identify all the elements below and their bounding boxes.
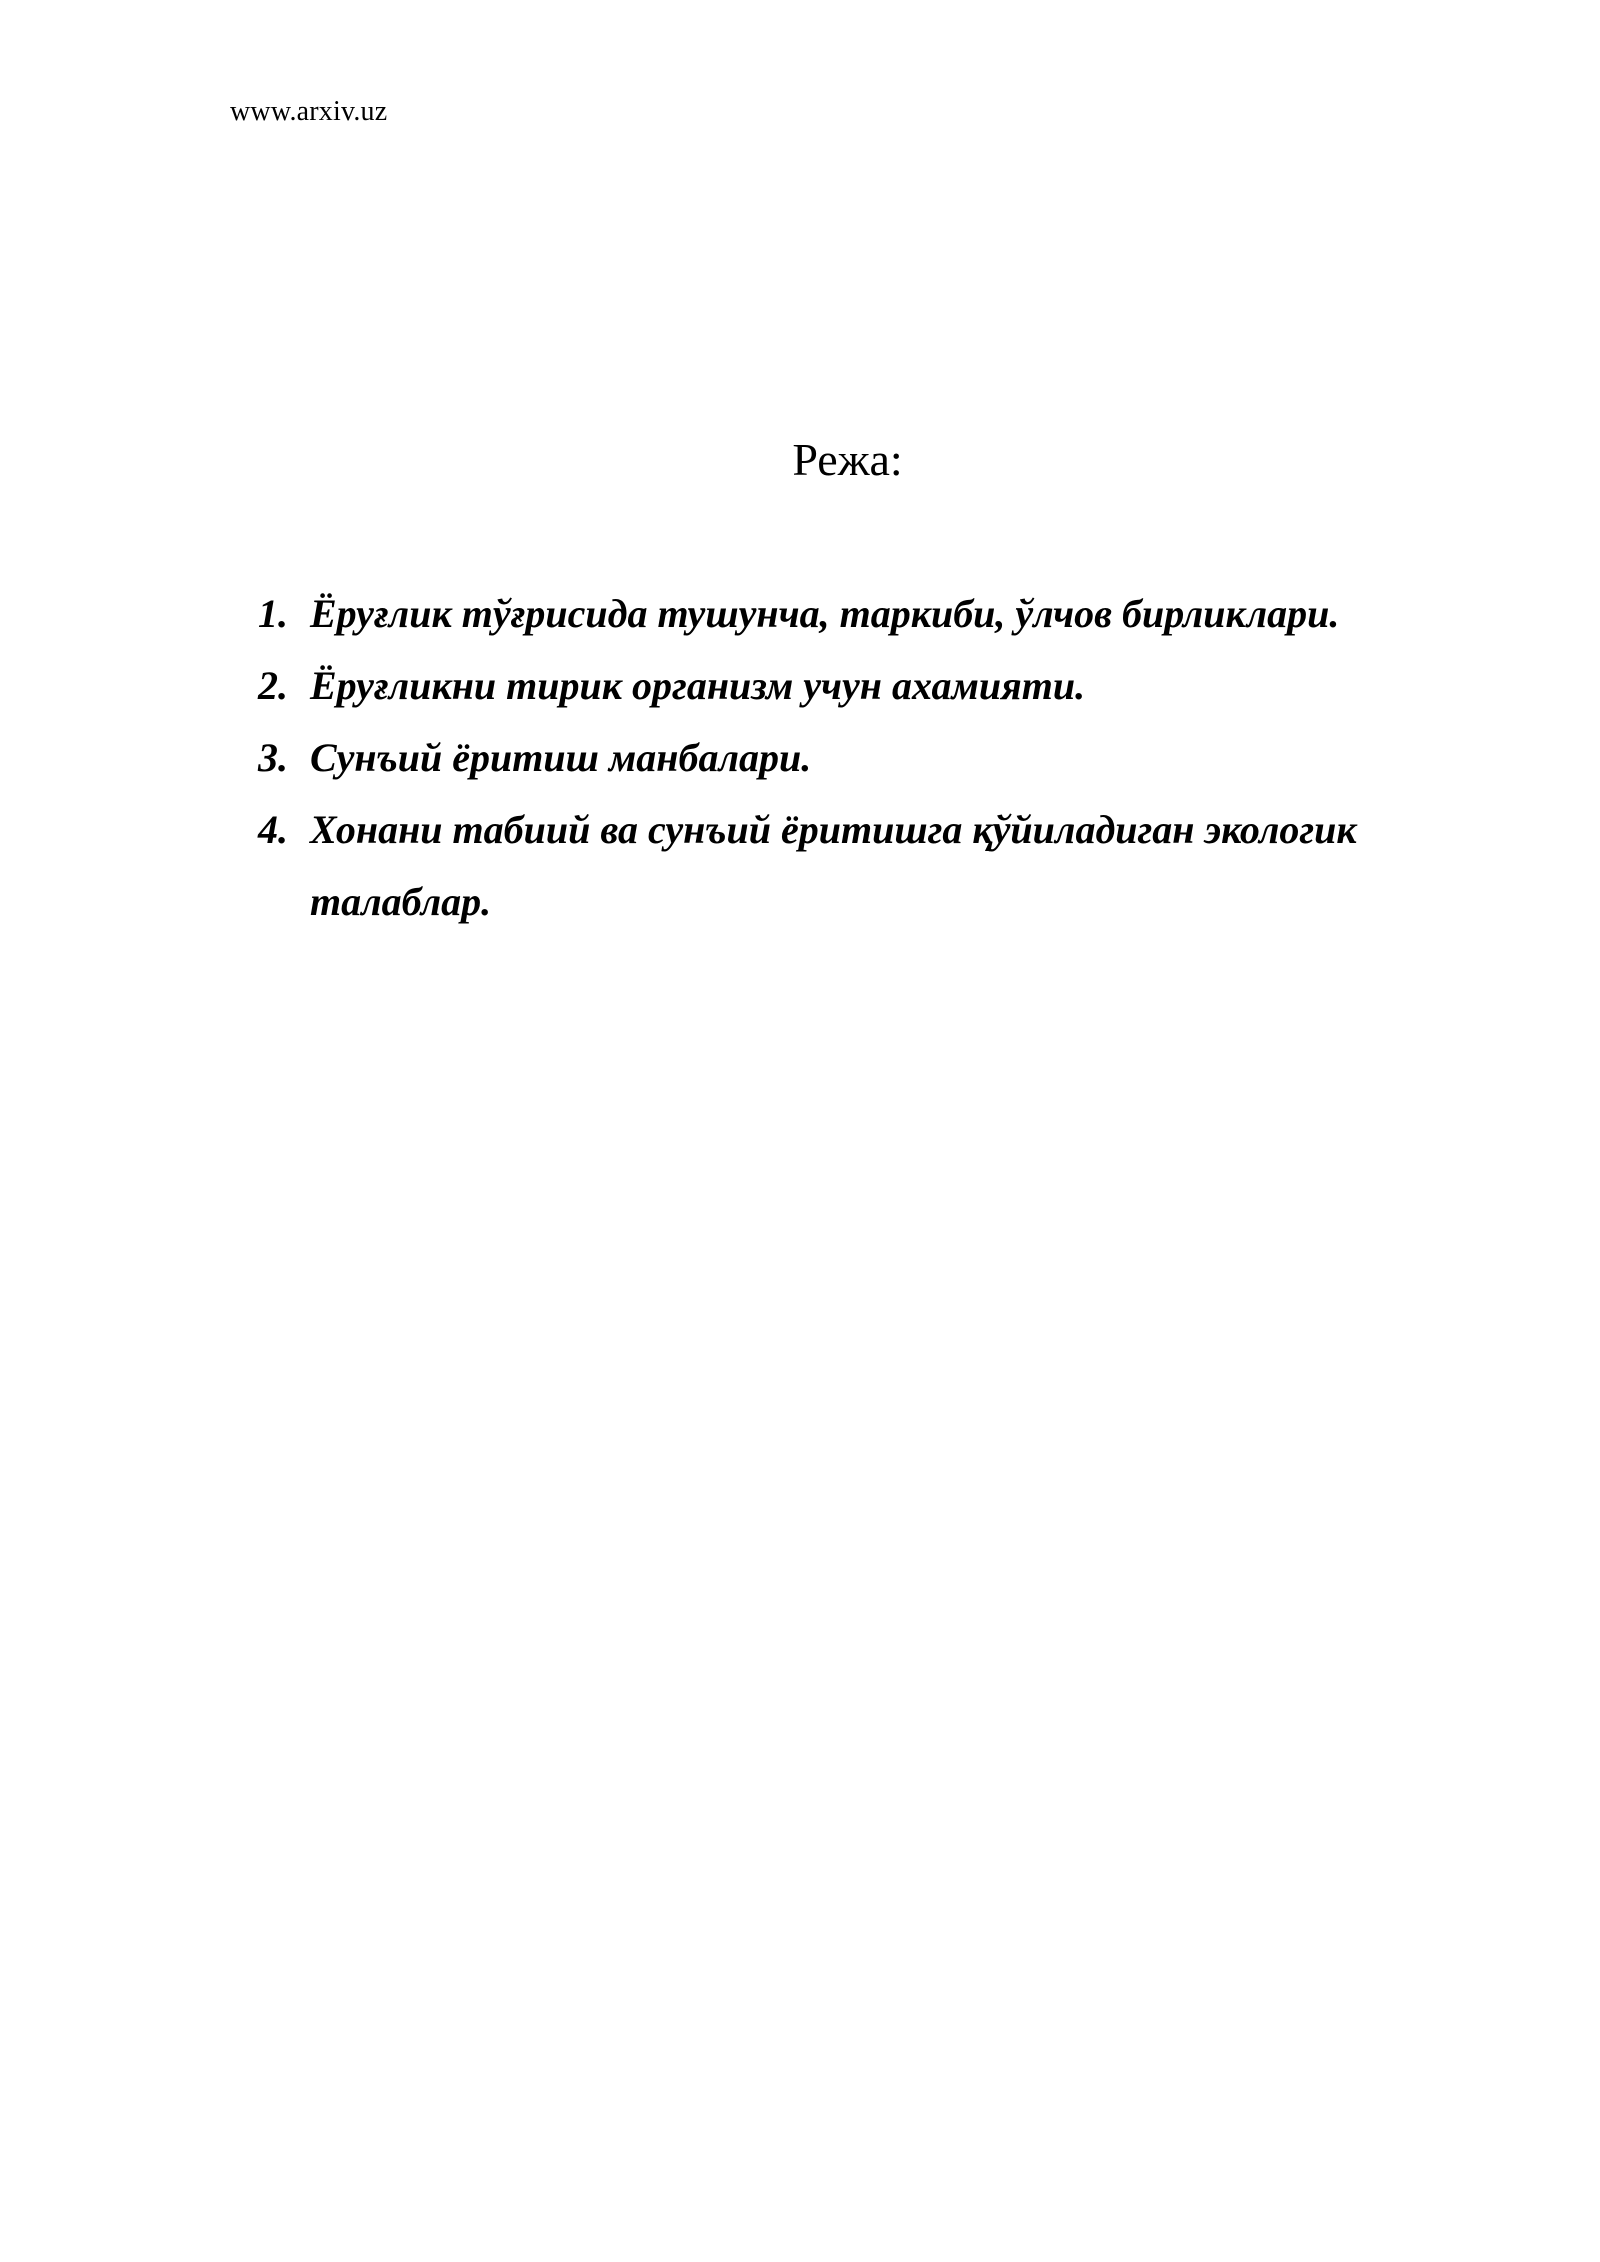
plan-item-number: 4. bbox=[258, 807, 288, 852]
header-url: www.arxiv.uz bbox=[230, 96, 388, 127]
plan-item-text: Ёруғликни тирик организм учун ахамияти. bbox=[310, 663, 1086, 708]
plan-item-text: Сунъий ёритиш манбалари. bbox=[310, 735, 812, 780]
plan-list bbox=[258, 578, 1468, 938]
plan-item-2 bbox=[258, 650, 1468, 722]
plan-item-1 bbox=[258, 578, 1468, 650]
plan-item-4 bbox=[258, 794, 1468, 938]
plan-item-text: Хонани табиий ва сунъий ёритишга қўйиладиган экологик талаблар. bbox=[310, 807, 1357, 924]
plan-item-number: 2. bbox=[258, 663, 288, 708]
plan-item-number: 1. bbox=[258, 591, 288, 636]
plan-item-number: 3. bbox=[258, 735, 288, 780]
plan-item-text: Ёруғлик тўғрисида тушунча, таркиби, ўлчов бирликлари. bbox=[310, 591, 1340, 636]
plan-item-3 bbox=[258, 722, 1468, 794]
plan-title: Режа: bbox=[792, 434, 903, 485]
